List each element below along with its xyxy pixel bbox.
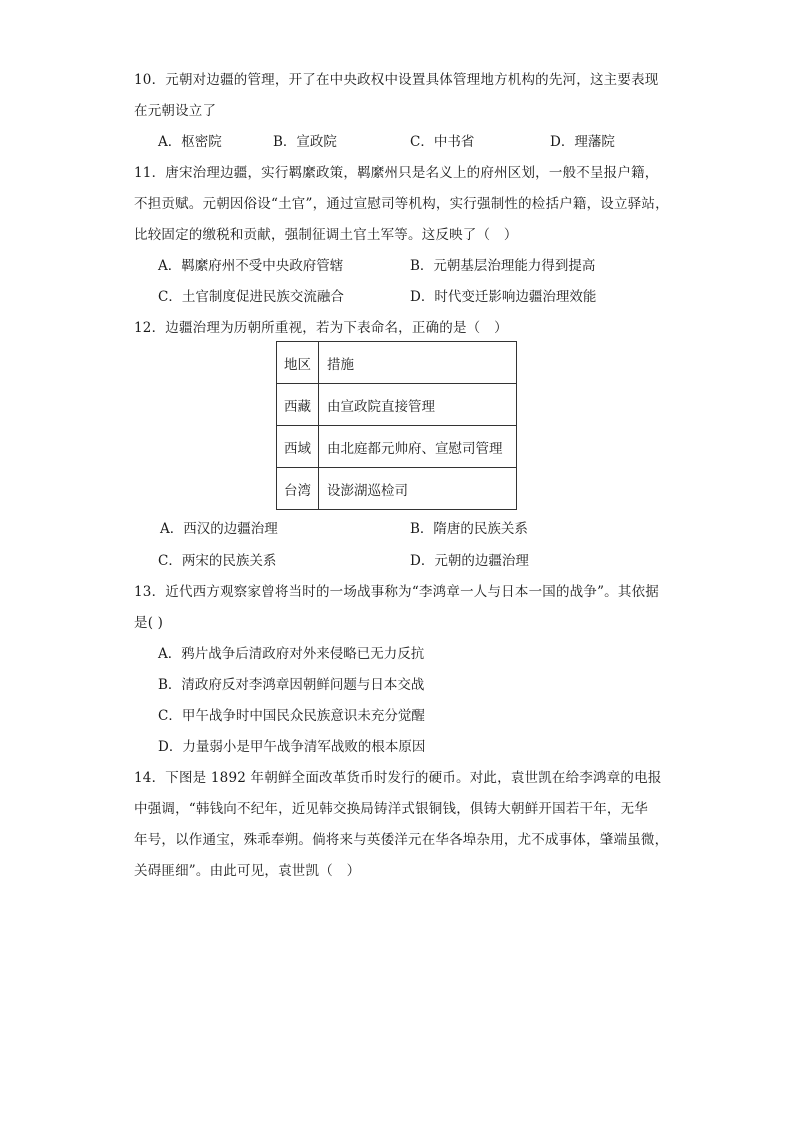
q11-stem-line3: 比较固定的缴税和贡献，强制征调土官土军等。这反映了（ ） [134, 227, 518, 243]
q10-option-c: C．中书省 [410, 134, 475, 150]
q12-option-b: B．隋唐的民族关系 [410, 521, 528, 537]
q11-stem-line2: 不担贡赋。元朝因俗设“土官”，通过宣慰司等机构，实行强制性的检括户籍，设立驿站， [134, 196, 669, 212]
q10-stem-line2: 在元朝设立了 [134, 103, 217, 119]
table-cell-region: 台湾 [277, 468, 319, 510]
q12-table [276, 341, 517, 510]
table-header-region: 地区 [277, 342, 319, 384]
table-cell-measure: 由北庭都元帅府、宣慰司管理 [319, 426, 517, 468]
table-cell-region: 西域 [277, 426, 319, 468]
q10-option-d: D．理藩院 [550, 134, 615, 150]
q13-option-b: B．清政府反对李鸿章因朝鲜问题与日本交战 [158, 677, 425, 693]
q11-stem-line1: 11．唐宋治理边疆，实行羁縻政策，羁縻州只是名义上的府州区划，一般不呈报户籍， [134, 165, 659, 181]
q13-option-d: D．力量弱小是甲午战争清军战败的根本原因 [158, 739, 426, 755]
q13-stem-line1: 13．近代西方观察家曾将当时的一场战事称为“李鸿章一人与日本一国的战争”。其依据 [134, 584, 659, 600]
q12-stem-line1: 12．边疆治理为历朝所重视，若为下表命名，正确的是（ ） [134, 320, 508, 336]
q13-option-a: A．鸦片战争后清政府对外来侵略已无力反抗 [158, 646, 425, 662]
q14-stem-line3: 年号，以作通宝，殊乖奉朔。倘将来与英倭洋元在华各埠杂用，尤不成事体，肇端虽微， [134, 832, 669, 848]
table-header-measure: 措施 [319, 342, 517, 384]
q14-stem-line1: 14．下图是 1892 年朝鲜全面改革货币时发行的硬币。对此，袁世凯在给李鸿章的电报 [134, 770, 662, 786]
q10-option-b: B．宣政院 [273, 134, 337, 150]
q10-option-a: A．枢密院 [158, 134, 222, 150]
q11-option-d: D．时代变迁影响边疆治理效能 [410, 289, 597, 305]
table-cell-measure: 设澎湖巡检司 [319, 468, 517, 510]
q12-option-c: C．两宋的民族关系 [158, 553, 277, 569]
q11-option-c: C．土官制度促进民族交流融合 [158, 289, 344, 305]
table-header-row [277, 342, 517, 384]
table-row [277, 468, 517, 510]
q12-option-a: A．西汉的边疆治理 [160, 521, 278, 537]
q12-option-d: D．元朝的边疆治理 [410, 553, 529, 569]
q14-stem-line4: 关碍匪细”。由此可见，袁世凯（ ） [134, 863, 361, 879]
q13-stem-line2: 是( ) [134, 615, 164, 631]
table-row [277, 426, 517, 468]
table-cell-measure: 由宣政院直接管理 [319, 384, 517, 426]
q13-option-c: C．甲午战争时中国民众民族意识未充分觉醒 [158, 708, 425, 724]
q11-option-a: A．羁縻府州不受中央政府管辖 [158, 258, 344, 274]
q14-stem-line2: 中强调，“韩钱向不纪年，近见韩交换局铸洋式银铜钱，俱铸大朝鲜开国若干年，无华 [134, 801, 649, 817]
table-row [277, 384, 517, 426]
q11-option-b: B．元朝基层治理能力得到提高 [410, 258, 596, 274]
q10-stem-line1: 10．元朝对边疆的管理，开了在中央政权中设置具体管理地方机构的先河，这主要表现 [134, 72, 659, 88]
table-cell-region: 西藏 [277, 384, 319, 426]
